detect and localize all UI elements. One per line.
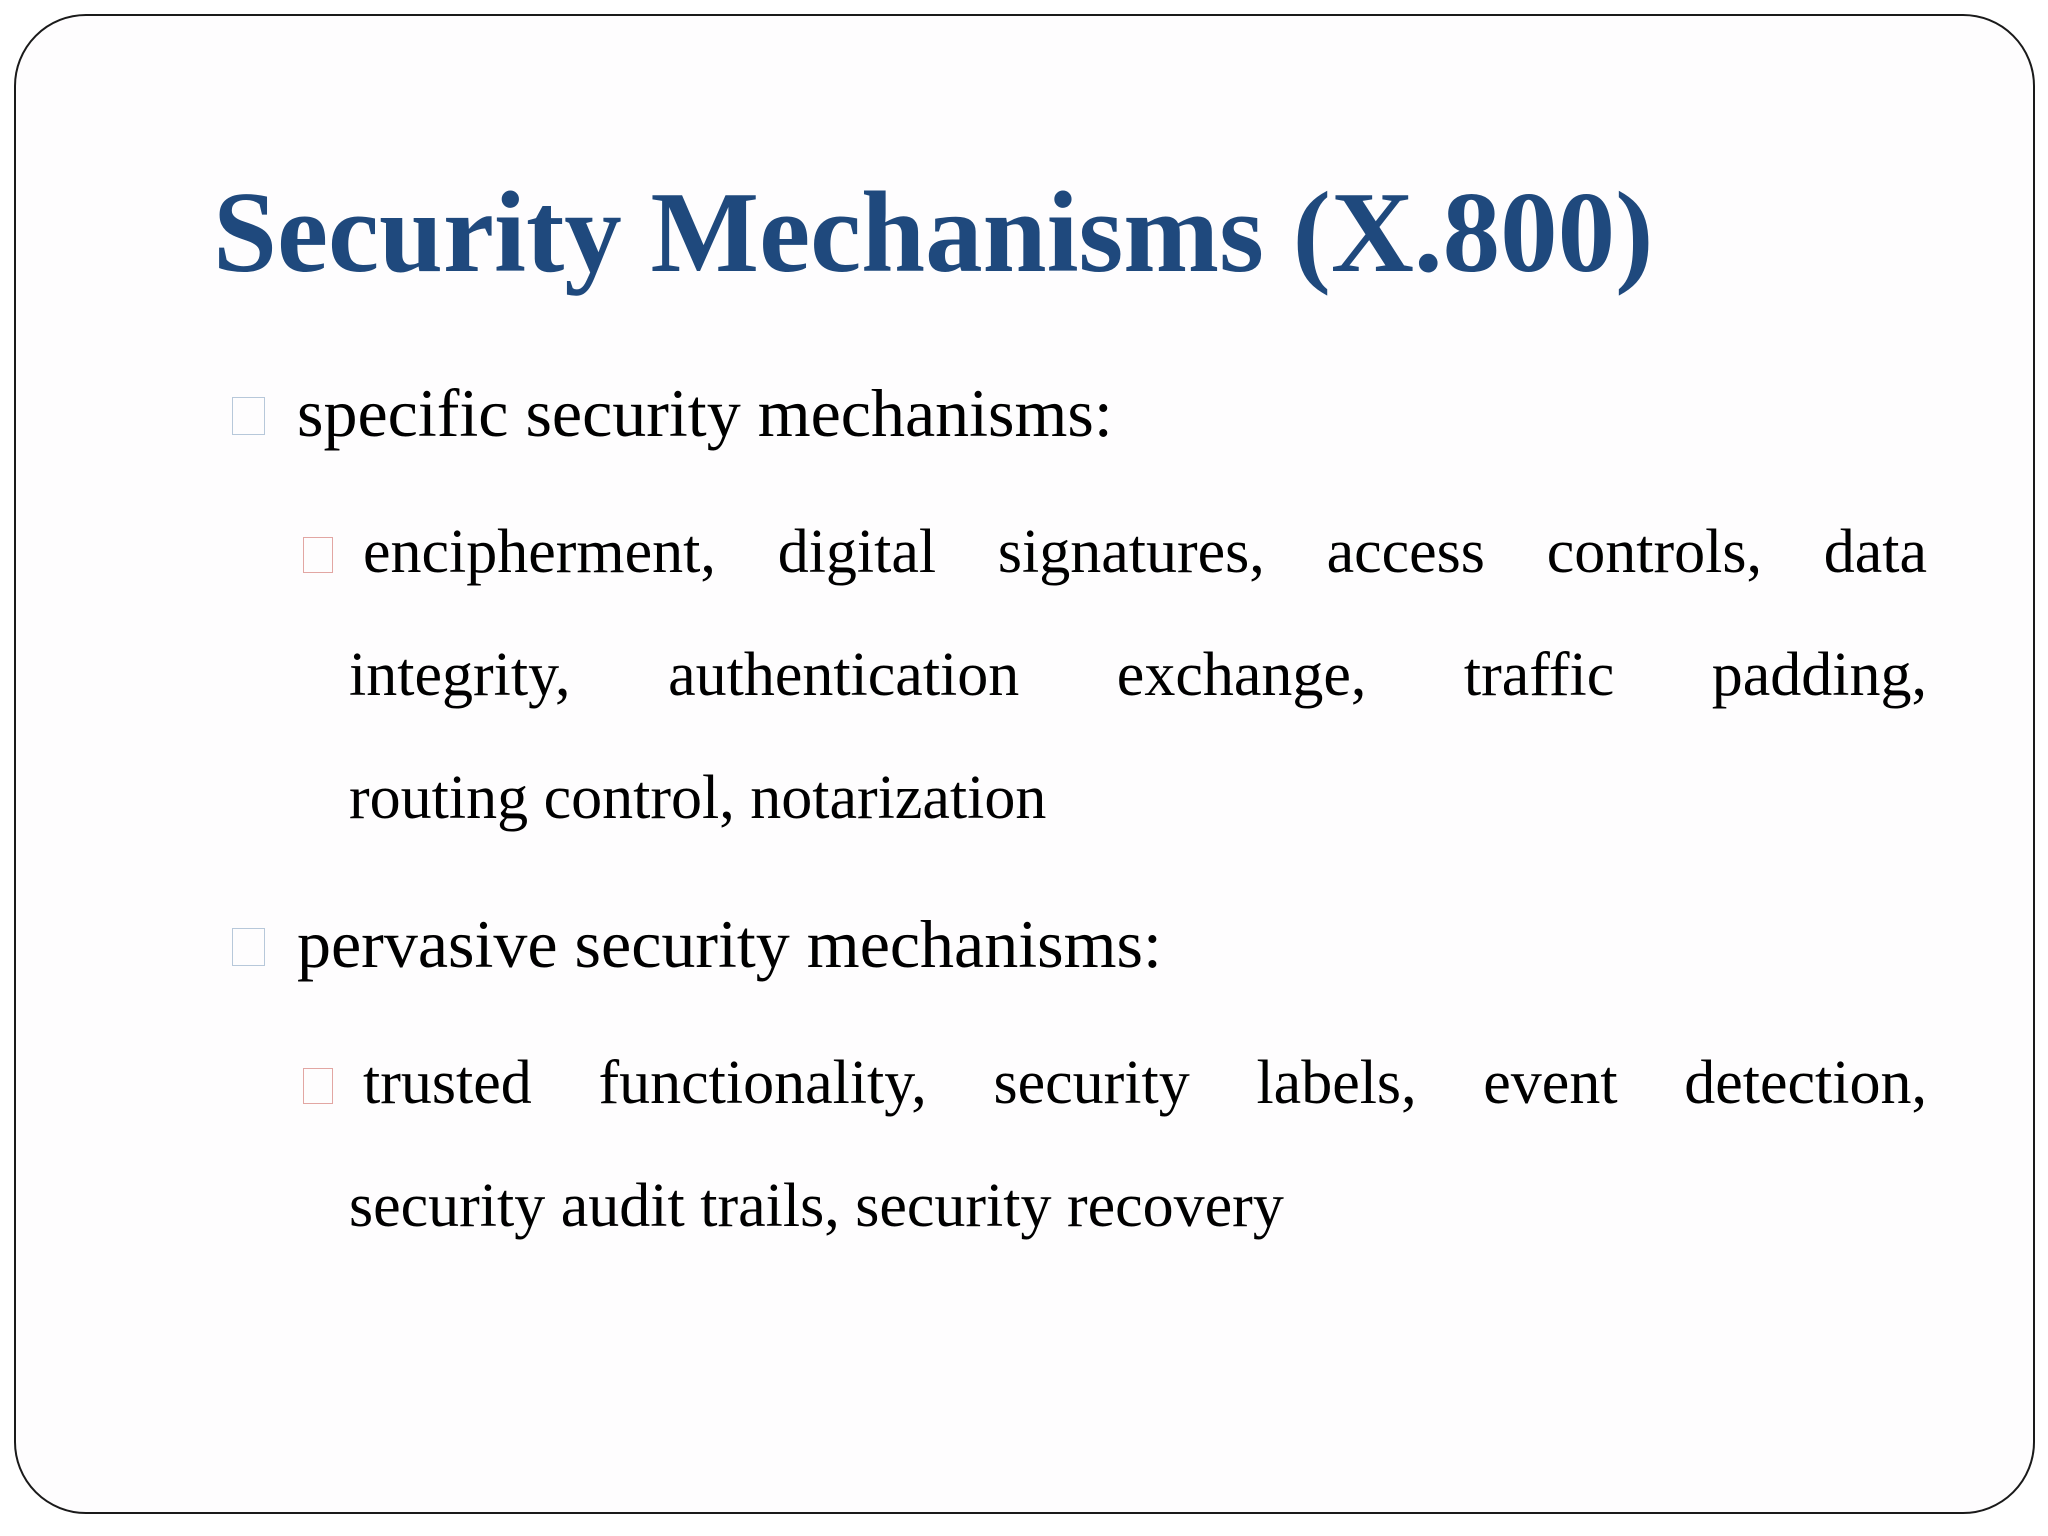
square-bullet-icon <box>303 1068 333 1104</box>
section-detail-line: encipherment, digital signatures, access controls, data <box>363 518 1927 586</box>
section-heading-specific: specific security mechanisms: <box>297 375 1113 451</box>
square-bullet-icon <box>232 397 265 435</box>
square-bullet-icon <box>303 537 333 573</box>
square-bullet-icon <box>232 928 265 966</box>
section-detail-line: security audit trails, security recovery <box>349 1172 1284 1240</box>
section-detail-line: integrity, authentication exchange, traffic padding, <box>349 641 1927 709</box>
section-detail-line: routing control, notarization <box>349 764 1047 832</box>
section-detail-line: trusted functionality, security labels, event detection, <box>363 1049 1927 1117</box>
slide-title: Security Mechanisms (X.800) <box>213 169 1654 296</box>
section-heading-pervasive: pervasive security mechanisms: <box>297 906 1162 982</box>
